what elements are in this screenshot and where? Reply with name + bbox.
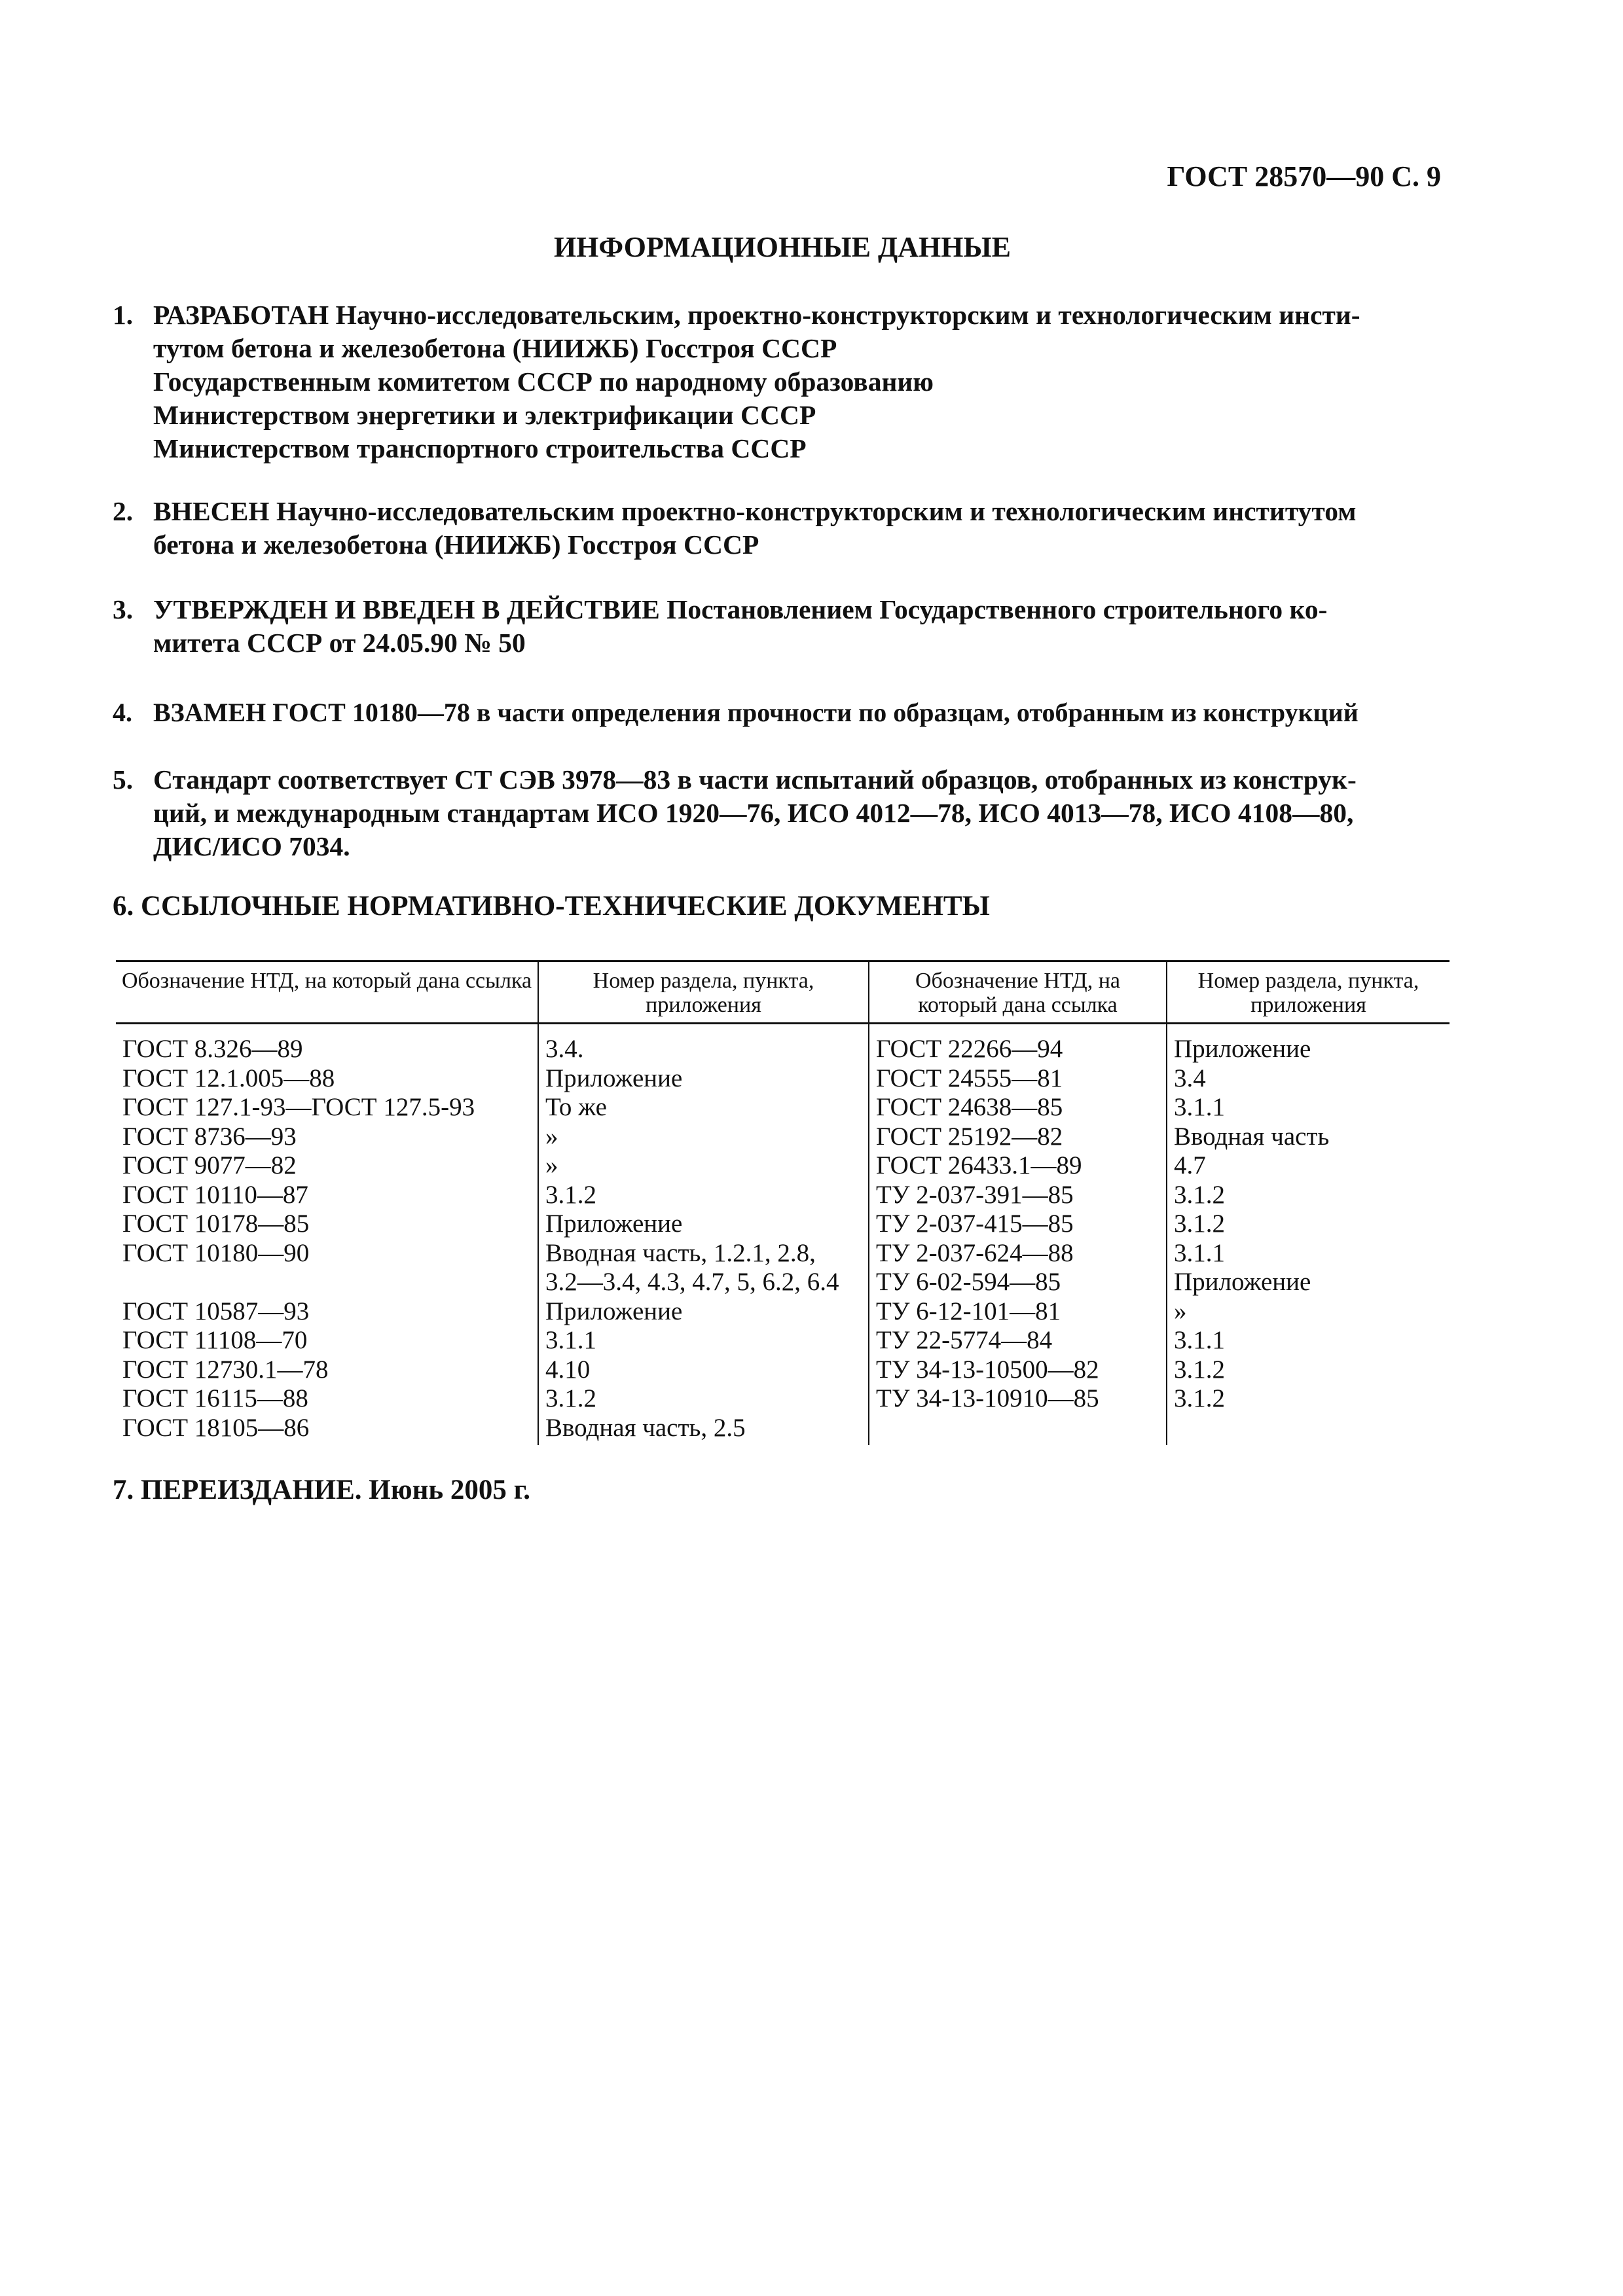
table-cell: ГОСТ 10178—85 <box>122 1210 310 1238</box>
section-number: 2. <box>113 496 134 526</box>
section-4 <box>113 696 1442 729</box>
column-header: Номер раздела, пункта, приложения <box>538 961 869 1024</box>
table-cell: 4.10 <box>545 1355 591 1384</box>
table-cell: 3.1.2 <box>1174 1384 1225 1412</box>
section-line: Министерством энергетики и электрификации СССР <box>153 400 816 430</box>
table-cell: 3.1.1 <box>545 1326 596 1354</box>
table-cell: ГОСТ 12730.1—78 <box>122 1355 329 1384</box>
table-cell: ТУ 22-5774—84 <box>876 1326 1053 1354</box>
table-cell: ГОСТ 25192—82 <box>876 1122 1063 1151</box>
table-cell: 3.1.1 <box>1174 1326 1225 1354</box>
table-cell: ГОСТ 8.326—89 <box>122 1035 303 1063</box>
table-cell: Вводная часть, 2.5 <box>545 1413 746 1442</box>
table-cell: Приложение <box>545 1297 683 1325</box>
section-line: ВЗАМЕН ГОСТ 10180—78 в части определения прочности по образцам, отобранным из конструкций <box>153 698 1359 727</box>
table-cell: 3.1.2 <box>545 1180 596 1209</box>
table-cell: ТУ 2-037-415—85 <box>876 1210 1074 1238</box>
col-ntd-right <box>869 1024 1167 1446</box>
table-cell: ТУ 34-13-10500—82 <box>876 1355 1099 1384</box>
page-header: ГОСТ 28570—90 С. 9 <box>1167 160 1441 192</box>
table-cell: ГОСТ 10587—93 <box>122 1297 310 1325</box>
section-line: УТВЕРЖДЕН И ВВЕДЕН В ДЕЙСТВИЕ Постановлением Государственного строительного ко- <box>153 594 1328 624</box>
section-line: ДИС/ИСО 7034. <box>153 831 350 861</box>
section-line: ВНЕСЕН Научно-исследовательским проектно-конструкторским и технологическим институтом <box>153 496 1357 526</box>
col-section-right <box>1167 1024 1450 1446</box>
page-title: ИНФОРМАЦИОННЫЕ ДАННЫЕ <box>553 231 1012 263</box>
column-header: Обозначение НТД, на который дана ссылка <box>116 961 538 1024</box>
table-cell: 3.1.2 <box>1174 1180 1225 1209</box>
table-cell: ГОСТ 127.1-93—ГОСТ 127.5-93 <box>122 1093 475 1121</box>
table-cell: ТУ 6-12-101—81 <box>876 1297 1061 1325</box>
table-cell: Приложение <box>1174 1268 1311 1296</box>
table-cell: ТУ 2-037-391—85 <box>876 1180 1074 1209</box>
table-cell: » <box>545 1122 558 1151</box>
col-ntd-left <box>116 1024 538 1446</box>
section-line: митета СССР от 24.05.90 № 50 <box>153 628 526 658</box>
table-cell: ГОСТ 26433.1—89 <box>876 1151 1082 1179</box>
section-line: тутом бетона и железобетона (НИИЖБ) Госстроя СССР <box>153 333 837 363</box>
section-5 <box>113 763 1442 863</box>
section-number: 4. <box>113 698 132 727</box>
section-3 <box>113 593 1442 660</box>
table-cell: ГОСТ 10180—90 <box>122 1238 310 1267</box>
reissue-note: 7. ПЕРЕИЗДАНИЕ. Июнь 2005 г. <box>113 1475 531 1505</box>
section-line: РАЗРАБОТАН Научно-исследовательским, проектно-конструкторским и технологическим инсти- <box>153 300 1360 330</box>
table-cell: 3.1.1 <box>1174 1093 1225 1121</box>
table-cell: 3.1.1 <box>1174 1238 1225 1267</box>
table-cell: Приложение <box>545 1064 683 1092</box>
table-cell: » <box>1174 1297 1187 1325</box>
table-cell: ГОСТ 9077—82 <box>122 1151 297 1179</box>
col-section-left <box>538 1024 869 1446</box>
section-line: ций, и международным стандартам ИСО 1920—76, ИСО 4012—78, ИСО 4013—78, ИСО 4108—80, <box>153 798 1354 828</box>
column-header: Обозначение НТД, на который дана ссылка <box>869 961 1167 1024</box>
references-table <box>116 960 1450 1445</box>
table-cell: То же <box>545 1093 607 1121</box>
table-cell: 4.7 <box>1174 1151 1206 1179</box>
table-body-row <box>116 1024 1450 1446</box>
table-cell: 3.4 <box>1174 1064 1206 1092</box>
section-2 <box>113 495 1442 562</box>
table-cell: Приложение <box>1174 1035 1311 1063</box>
table-cell: ГОСТ 8736—93 <box>122 1122 297 1151</box>
table-cell: 3.1.2 <box>1174 1355 1225 1384</box>
table-cell: ГОСТ 11108—70 <box>122 1326 308 1354</box>
table-cell: ГОСТ 10110—87 <box>122 1180 308 1209</box>
table-cell: 3.2—3.4, 4.3, 4.7, 5, 6.2, 6.4 <box>545 1268 839 1296</box>
section-6-heading: 6. ССЫЛОЧНЫЕ НОРМАТИВНО-ТЕХНИЧЕСКИЕ ДОКУМЕНТЫ <box>113 891 990 922</box>
table-cell: ГОСТ 12.1.005—88 <box>122 1064 335 1092</box>
column-header: Номер раздела, пункта, приложения <box>1167 961 1450 1024</box>
section-line: Министерством транспортного строительства СССР <box>153 433 807 463</box>
table-cell: ТУ 2-037-624—88 <box>876 1238 1074 1267</box>
table-header-row <box>116 961 1450 1024</box>
table-cell: ГОСТ 18105—86 <box>122 1413 310 1442</box>
table-cell: Вводная часть <box>1174 1122 1330 1151</box>
table-cell: 3.4. <box>545 1035 584 1063</box>
table-cell: 3.1.2 <box>1174 1210 1225 1238</box>
section-line: Стандарт соответствует СТ СЭВ 3978—83 в части испытаний образцов, отобранных из конструк- <box>153 764 1357 795</box>
section-number: 1. <box>113 300 134 330</box>
table-cell: Вводная часть, 1.2.1, 2.8, <box>545 1238 816 1267</box>
table-cell <box>122 1268 531 1297</box>
section-line: бетона и железобетона (НИИЖБ) Госстроя СССР <box>153 529 759 560</box>
table-cell: ТУ 34-13-10910—85 <box>876 1384 1099 1412</box>
section-1 <box>113 298 1442 465</box>
section-number: 5. <box>113 764 134 795</box>
table-cell: Приложение <box>545 1210 683 1238</box>
table-cell: ГОСТ 24555—81 <box>876 1064 1063 1092</box>
table-cell: » <box>545 1151 558 1179</box>
section-number: 3. <box>113 594 134 624</box>
table-cell: 3.1.2 <box>545 1384 596 1412</box>
section-line: Государственным комитетом СССР по народному образованию <box>153 367 934 397</box>
table-cell: ГОСТ 24638—85 <box>876 1093 1063 1121</box>
table-cell: ТУ 6-02-594—85 <box>876 1268 1061 1296</box>
table-cell: ГОСТ 16115—88 <box>122 1384 308 1412</box>
table-cell: ГОСТ 22266—94 <box>876 1035 1063 1063</box>
